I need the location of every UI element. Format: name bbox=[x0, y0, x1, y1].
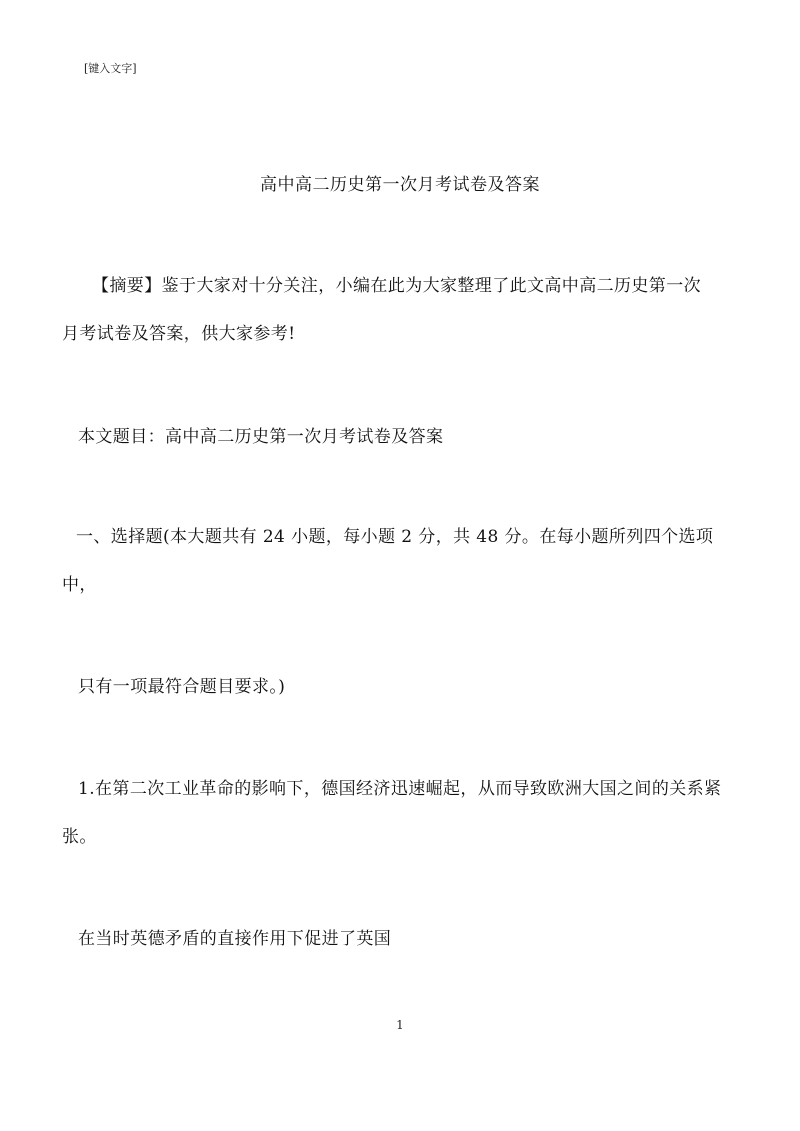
question-1-line-2: 张。 bbox=[62, 827, 97, 847]
question-1-line-3: 在当时英德矛盾的直接作用下促进了英国 bbox=[78, 929, 392, 949]
document-title: 高中高二历史第一次月考试卷及答案 bbox=[260, 175, 540, 195]
abstract-line-2: 月考试卷及答案，供大家参考! bbox=[62, 324, 296, 344]
page-number: 1 bbox=[396, 1018, 404, 1032]
header-placeholder-text: [键入文字] bbox=[84, 62, 137, 75]
article-topic: 本文题目：高中高二历史第一次月考试卷及答案 bbox=[78, 427, 444, 447]
question-1-line-1: 1.在第二次工业革命的影响下，德国经济迅速崛起，从而导致欧洲大国之间的关系紧 bbox=[78, 779, 722, 799]
section-heading-line-2: 中， bbox=[62, 575, 97, 595]
section-heading-line-1: 一、选择题(本大题共有 24 小题，每小题 2 分，共 48 分。在每小题所列四个选项 bbox=[76, 527, 714, 547]
section-instruction: 只有一项最符合题目要求。) bbox=[78, 677, 286, 697]
abstract-line-1: 【摘要】鉴于大家对十分关注，小编在此为大家整理了此文高中高二历史第一次 bbox=[92, 276, 701, 296]
